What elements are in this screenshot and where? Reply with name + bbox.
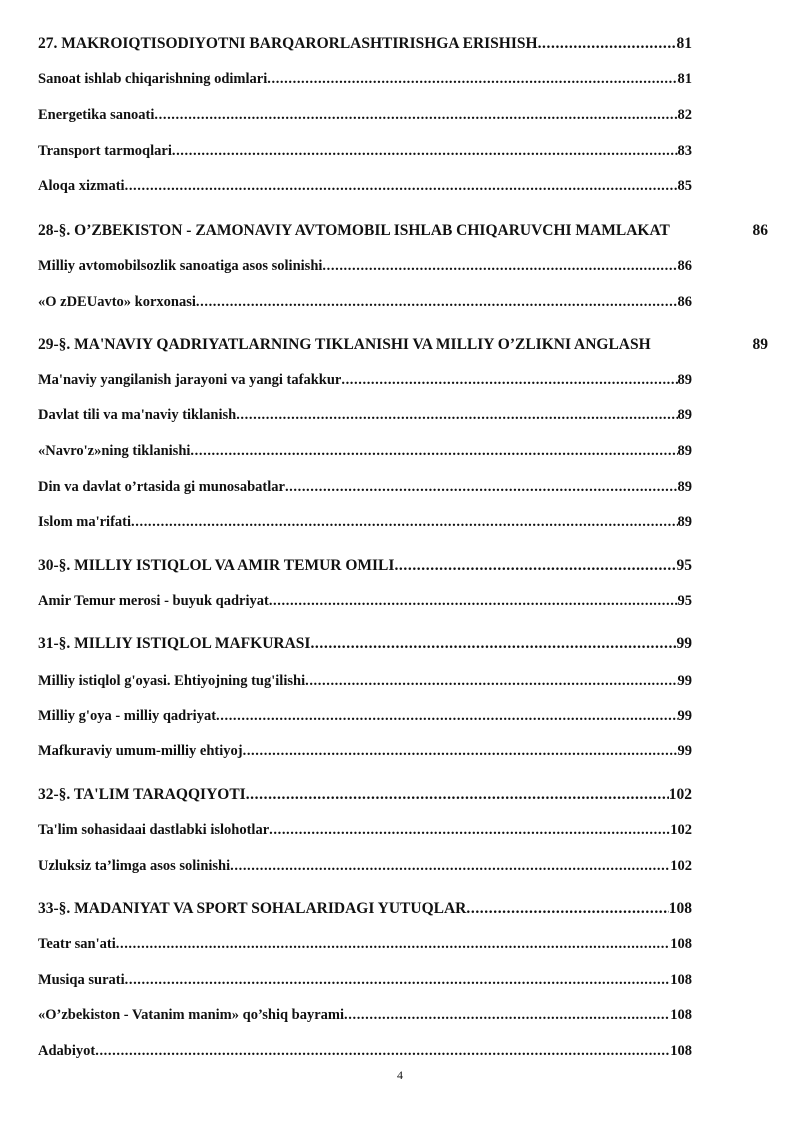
dot-leader — [125, 970, 671, 990]
dot-leader — [230, 856, 670, 876]
toc-entry-title: 32-§. TA'LIM TARAQQIYOTI — [38, 786, 246, 803]
toc-entry-page: 86 — [752, 222, 768, 239]
page-number: 4 — [397, 1068, 403, 1082]
toc-entry — [38, 141, 692, 161]
toc-entry — [38, 856, 692, 876]
toc-entry-page: 99 — [676, 635, 692, 652]
toc-entry — [38, 671, 692, 691]
toc-entry-page: 83 — [677, 143, 692, 159]
toc-entry-page: 95 — [676, 557, 692, 574]
dot-leader — [310, 634, 676, 654]
toc-entry — [38, 477, 692, 497]
toc-entry-page: 99 — [677, 673, 692, 689]
toc-entry-title: Adabiyot — [38, 1043, 96, 1059]
toc-entry-title: Ta'lim sohasidaai dastlabki islohotlar — [38, 822, 270, 838]
toc-entry-page: 82 — [677, 107, 692, 123]
toc-entry — [38, 934, 692, 954]
toc-entry-title: 28-§. O’ZBEKISTON - ZAMONAVIY AVTOMOBIL ISHLAB CHIQARUVCHI MAMLAKAT — [38, 222, 670, 239]
toc-entry-page: 102 — [670, 822, 692, 838]
toc-entry — [38, 591, 692, 611]
toc-entry — [38, 512, 692, 532]
toc-entry-title: Musiqa surati — [38, 972, 125, 988]
dot-leader — [95, 1041, 670, 1061]
toc-section-heading — [38, 221, 768, 241]
toc-section-heading — [38, 556, 692, 576]
toc-entry-page: 95 — [677, 593, 692, 609]
dot-leader — [154, 105, 677, 125]
dot-leader — [131, 512, 677, 532]
toc-entry — [38, 741, 692, 761]
toc-entry — [38, 706, 692, 726]
toc-entry — [38, 970, 692, 990]
toc-entry-title: «O zDEUavto» korxonasi — [38, 294, 196, 310]
toc-entry-page: 89 — [677, 407, 692, 423]
toc-entry-title: «Navro'z»ning tiklanishi — [38, 443, 191, 459]
dot-leader — [125, 176, 678, 196]
toc-entry — [38, 405, 692, 425]
toc-entry-title: 27. MAKROIQTISODIYOTNI BARQARORLASHTIRISHGA ERISHISH — [38, 35, 538, 52]
toc-entry-title: Ma'naviy yangilanish jarayoni va yangi tafakkur — [38, 372, 342, 388]
dot-leader — [196, 292, 678, 312]
toc-entry — [38, 69, 692, 89]
toc-entry-page: 99 — [677, 708, 692, 724]
dot-leader — [344, 1005, 670, 1025]
toc-entry-page: 86 — [677, 294, 692, 310]
toc-entry-page: 85 — [677, 178, 692, 194]
toc-entry — [38, 820, 692, 840]
toc-entry-page: 108 — [670, 972, 692, 988]
toc-entry-page: 108 — [668, 900, 692, 917]
toc-entry-title: 29-§. MA'NAVIY QADRIYATLARNING TIKLANISHI VA MILLIY O’ZLIKNI ANGLASH — [38, 336, 651, 353]
toc-entry-page: 108 — [670, 936, 692, 952]
dot-leader — [322, 256, 677, 276]
toc-entry — [38, 1005, 692, 1025]
toc-entry-title: Energetika sanoati — [38, 107, 155, 123]
toc-entry-title: «O’zbekiston - Vatanim manim» qo’shiq bayrami — [38, 1007, 345, 1023]
toc-entry-title: Amir Temur merosi - buyuk qadriyat — [38, 593, 269, 609]
toc-entry — [38, 441, 692, 461]
toc-entry-page: 86 — [677, 258, 692, 274]
dot-leader — [236, 405, 677, 425]
toc-entry-title: Islom ma'rifati — [38, 514, 132, 530]
dot-leader — [246, 785, 669, 805]
toc-entry-title: 31-§. MILLIY ISTIQLOL MAFKURASI — [38, 635, 311, 652]
dot-leader — [341, 370, 677, 390]
toc-entry-title: Milliy g'oya - milliy qadriyat — [38, 708, 217, 724]
dot-leader — [243, 741, 678, 761]
toc-section-heading — [38, 634, 692, 654]
toc-entry-title: Milliy avtomobilsozlik sanoatiga asos solinishi — [38, 258, 323, 274]
toc-entry-page: 89 — [677, 479, 692, 495]
toc-entry-page: 81 — [677, 71, 692, 87]
dot-leader — [538, 34, 677, 54]
dot-leader — [116, 934, 671, 954]
dot-leader — [267, 69, 677, 89]
dot-leader — [285, 477, 678, 497]
toc-entry-title: Teatr san'ati — [38, 936, 116, 952]
toc-entry-page: 89 — [677, 443, 692, 459]
toc-entry-title: 30-§. MILLIY ISTIQLOL VA AMIR TEMUR OMILI — [38, 557, 395, 574]
toc-entry-title: 33-§. MADANIYAT VA SPORT SOHALARIDAGI YUTUQLAR — [38, 900, 467, 917]
toc-entry-title: Transport tarmoqlari — [38, 143, 172, 159]
toc-entry-page: 99 — [677, 743, 692, 759]
toc-entry — [38, 176, 692, 196]
toc-entry-title: Mafkuraviy umum-milliy ehtiyoj — [38, 743, 243, 759]
toc-section-heading — [38, 335, 768, 355]
dot-leader — [305, 671, 677, 691]
dot-leader — [190, 441, 677, 461]
toc-entry-page: 108 — [670, 1043, 692, 1059]
toc-section-heading — [38, 34, 692, 54]
toc-entry — [38, 105, 692, 125]
toc-entry-title: Milliy istiqlol g'oyasi. Ehtiyojning tug'ilishi — [38, 673, 306, 689]
toc-section-heading — [38, 899, 692, 919]
toc-entry-page: 102 — [670, 858, 692, 874]
toc-entry-page: 89 — [677, 514, 692, 530]
dot-leader — [269, 591, 678, 611]
dot-leader — [269, 820, 670, 840]
toc-entry — [38, 256, 692, 276]
toc-entry-page: 89 — [752, 336, 768, 353]
dot-leader — [216, 706, 677, 726]
toc-entry-page: 81 — [676, 35, 692, 52]
toc-entry — [38, 1041, 692, 1061]
toc-entry — [38, 370, 692, 390]
toc-entry — [38, 292, 692, 312]
toc-entry-page: 108 — [670, 1007, 692, 1023]
toc-entry-page: 102 — [668, 786, 692, 803]
toc-entry-title: Uzluksiz ta’limga asos solinishi — [38, 858, 231, 874]
dot-leader — [394, 556, 676, 576]
dot-leader — [466, 899, 668, 919]
toc-entry-title: Sanoat ishlab chiqarishning odimlari — [38, 71, 268, 87]
toc-entry-title: Aloqa xizmati — [38, 178, 125, 194]
toc-entry-page: 89 — [677, 372, 692, 388]
toc-entry-title: Din va davlat o’rtasida gi munosabatlar — [38, 479, 285, 495]
dot-leader — [172, 141, 678, 161]
toc-entry-title: Davlat tili va ma'naviy tiklanish — [38, 407, 237, 423]
toc-section-heading — [38, 785, 692, 805]
